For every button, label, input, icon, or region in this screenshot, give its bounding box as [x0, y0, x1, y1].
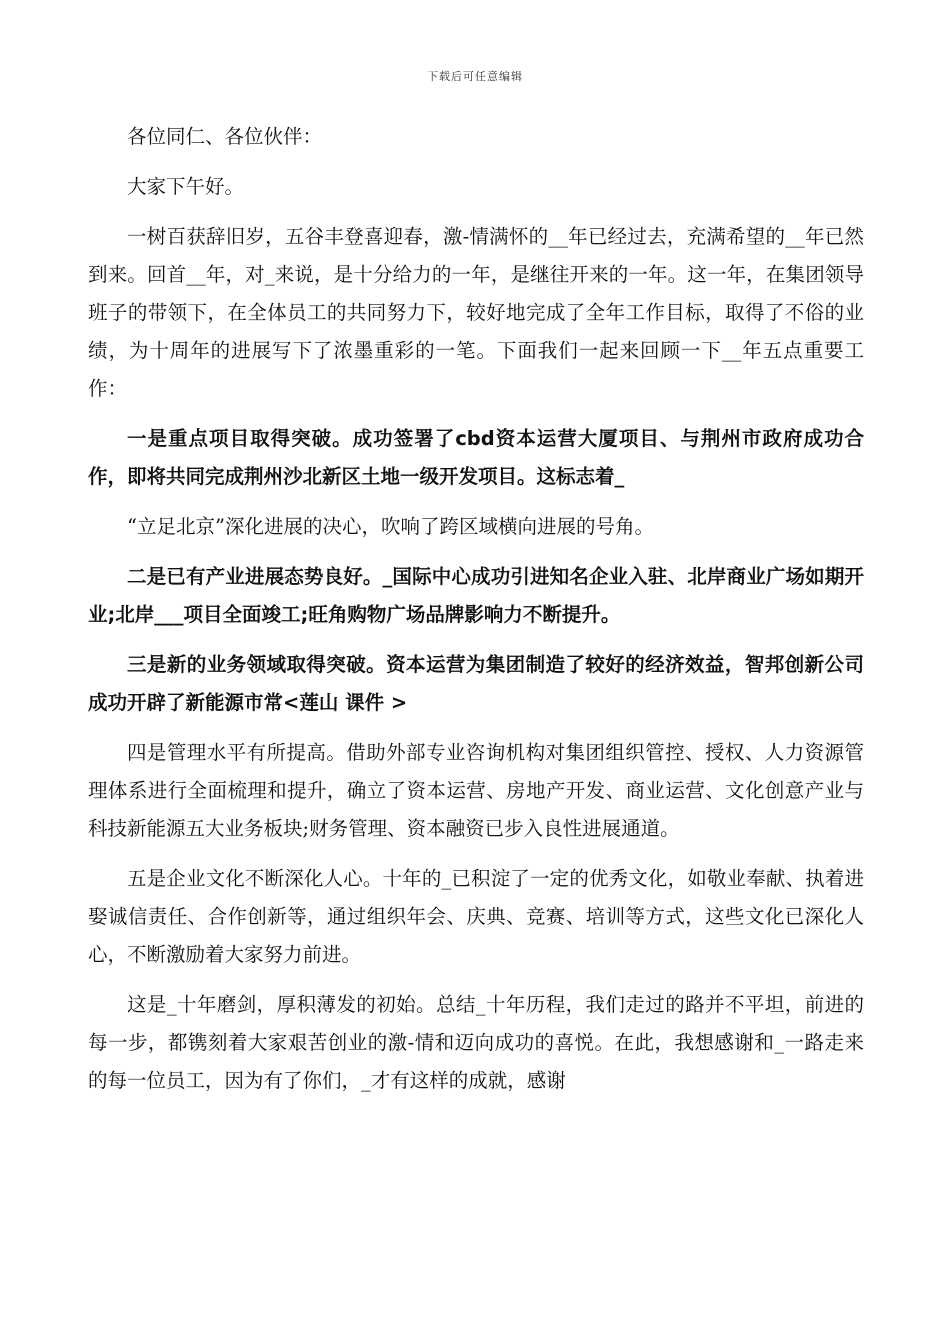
point-one-continuation: “立足北京”深化进展的决心，吹响了跨区域横向进展的号角。 — [127, 515, 654, 538]
point-five-paragraph: 五是企业文化不断深化人心。十年的_已积淀了一定的优秀文化，如敬业奉献、执着进娶诚信责任、合作创新等，通过组织年会、庆典、竞赛、培训等方式，这些文化已深化人心，不断激励着大家努力前进。 — [88, 867, 864, 966]
point-one-paragraph: 一是重点项目取得突破。成功签署了cbd资本运营大厦项目、与荆州市政府成功合作，即将共同完成荆州沙北新区土地一级开发项目。这标志着_ — [88, 427, 864, 488]
salutation-paragraph: 大家下午好。 — [127, 175, 245, 198]
point-three-paragraph: 三是新的业务领域取得突破。资本运营为集团制造了较好的经济效益，智邦创新公司成功开辟了新能源市常<莲山 课件 > — [88, 653, 864, 714]
point-two-paragraph: 二是已有产业进展态势良好。_国际中心成功引进知名企业入驻、北岸商业广场如期开业;北岸___项目全面竣工;旺角购物广场品牌影响力不断提升。 — [88, 565, 864, 626]
page-header: 下载后可任意编辑 — [427, 70, 523, 83]
summary-paragraph: 这是_十年磨剑，厚积薄发的初始。总结_十年历程，我们走过的路并不平坦，前进的每一步，都镌刻着大家艰苦创业的激-情和迈向成功的喜悦。在此，我想感谢和_一路走来的每一位员工，因为有了你们，_才有这样的成就，感谢 — [88, 993, 864, 1092]
intro-paragraph: 一树百获辞旧岁，五谷丰登喜迎春，激-情满怀的__年已经过去，充满希望的__年已然到来。回首__年，对_来说，是十分给力的一年，是继往开来的一年。这一年，在集团领导班子的带领下，在全体员工的共同努力下，较好地完成了全年工作目标，取得了不俗的业绩，为十周年的进展写下了浓墨重彩的一笔。下面我们一起来回顾一下__年五点重要工作： — [88, 225, 864, 400]
point-four-paragraph: 四是管理水平有所提高。借助外部专业咨询机构对集团组织管控、授权、人力资源管理体系进行全面梳理和提升，确立了资本运营、房地产开发、商业运营、文化创意产业与科技新能源五大业务板块;财务管理、资本融资已步入良性进展通道。 — [88, 741, 864, 840]
document-body — [88, 118, 864, 1112]
greeting-paragraph: 各位同仁、各位伙伴： — [127, 125, 323, 148]
